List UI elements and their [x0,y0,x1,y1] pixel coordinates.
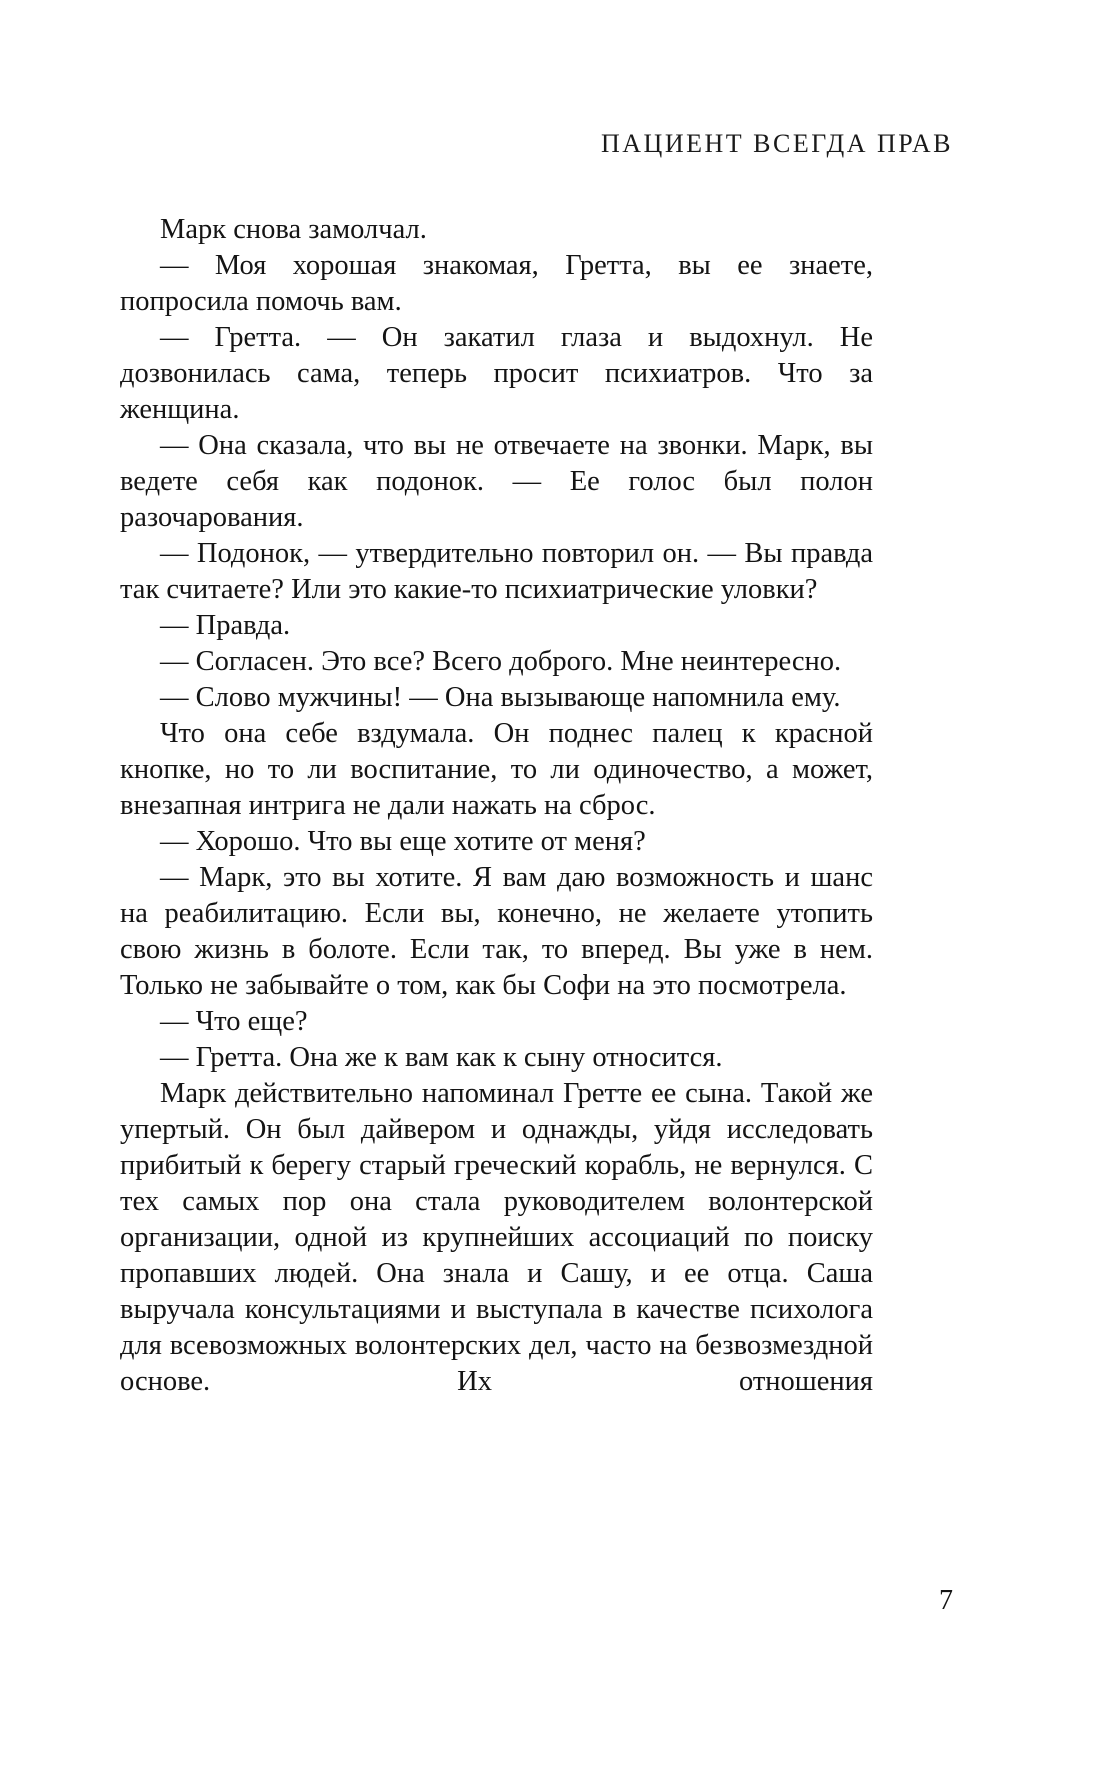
paragraph: — Марк, это вы хотите. Я вам даю возможность и шанс на реабилитацию. Если вы, конечно, не желаете утопить свою жизнь в болоте. Если так, то вперед. Вы уже в нем. Только не забывайте о том, как бы Софи на это посмотрела. [120,862,873,1001]
paragraph: Что она себе вздумала. Он поднес палец к красной кнопке, но то ли воспитание, то ли одиночество, а может, внезапная интрига не дали нажать на сброс. [120,718,873,821]
running-head: ПАЦИЕНТ ВСЕГДА ПРАВ [601,129,953,158]
paragraph: Марк снова замолчал. [160,214,427,245]
paragraph: — Моя хорошая знакомая, Гретта, вы ее знаете, попросила помочь вам. [120,250,873,317]
body-text [120,212,873,1400]
paragraph: — Гретта. — Он закатил глаза и выдохнул. Не дозвонилась сама, теперь просит психиатров. Что за женщина. [120,322,873,425]
paragraph: — Хорошо. Что вы еще хотите от меня? [160,826,646,857]
paragraph: — Правда. [160,610,291,641]
paragraph: Марк действительно напоминал Гретте ее сына. Такой же упертый. Он был дайвером и однажды, уйдя исследовать прибитый к берегу старый греческий корабль, не вернулся. С тех самых пор она стала руководителем волонтерской организации, одной из крупнейших ассоциаций по поиску пропавших людей. Она знала и Сашу, и ее отца. Саша выручала консультациями и выступала в качестве психолога для всевозможных волонтерских дел, часто на безвозмездной основе. Их отношения [120,1078,873,1397]
page-number: 7 [939,1585,953,1616]
paragraph: — Слово мужчины! — Она вызывающе напомнила ему. [160,682,841,713]
paragraph: — Гретта. Она же к вам как к сыну относится. [160,1042,723,1073]
paragraph: — Согласен. Это все? Всего доброго. Мне неинтересно. [160,646,842,677]
paragraph: — Она сказала, что вы не отвечаете на звонки. Марк, вы ведете себя как подонок. — Ее голос был полон разочарования. [120,430,873,533]
paragraph: — Подонок, — утвердительно повторил он. — Вы правда так считаете? Или это какие-то психиатрические уловки? [120,538,873,605]
paragraph: — Что еще? [160,1006,308,1037]
